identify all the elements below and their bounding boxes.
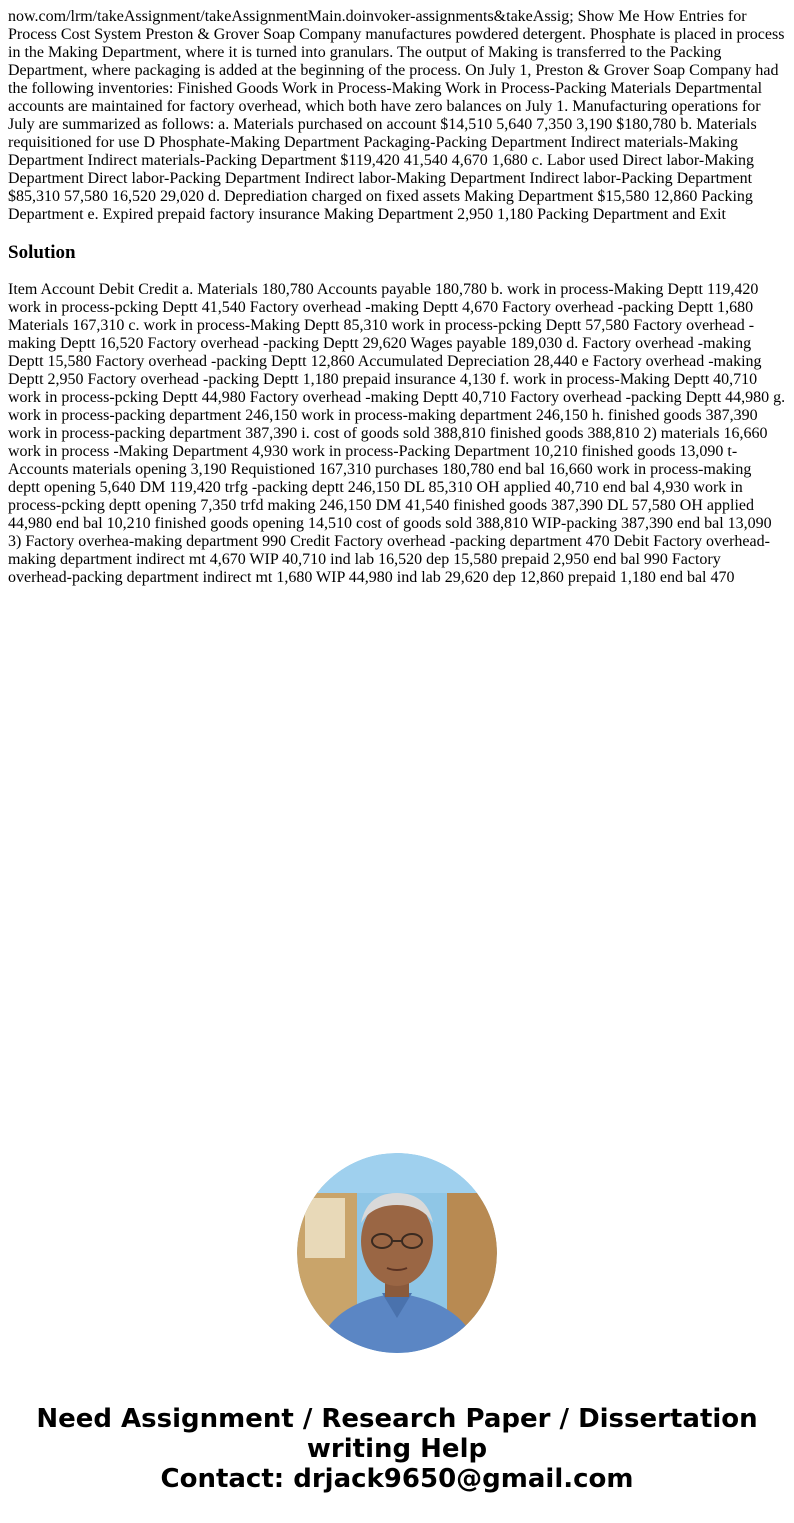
footer-banner xyxy=(0,1404,794,1494)
solution-text: Item Account Debit Credit a. Materials 180,780 Accounts payable 180,780 b. work in process-Making Deptt 119,420 work in process-pcking Deptt 41,540 Factory overhead -making Deptt 4,670 Factory overhead -packing Deptt 1,680 Materials 167,310 c. work in process-Making Deptt 85,310 work in process-pcking Deptt 57,580 Factory overhead -making Deptt 16,520 Factory overhead -packing Deptt 29,620 Wages payable 189,030 d. Factory overhead -making Deptt 15,580 Factory overhead -packing Deptt 12,860 Accumulated Depreciation 28,440 e Factory overhead -making Deptt 2,950 Factory overhead -packing Deptt 1,180 prepaid insurance 4,130 f. work in process-Making Deptt 40,710 work in process-pcking Deptt 44,980 Factory overhead -making Deptt 40,710 Factory overhead -packing Deptt 44,980 g. work in process-packing department 246,150 work in process-making department 246,150 h. finished goods 387,390 work in process-packing department 387,390 i. cost of goods sold 388,810 finished goods 388,810 2) materials 16,660 work in process -Making Department 4,930 work in process-Packing Department 10,210 finished goods 13,090 t-Accounts materials opening 3,190 Requistioned 167,310 purchases 180,780 end bal 16,660 work in process-making deptt opening 5,640 DM 119,420 trfg -packing deptt 246,150 DL 85,310 OH applied 40,710 end bal 4,930 work in process-pcking deptt opening 7,350 trfd making 246,150 DM 41,540 finished goods 387,390 DL 57,580 OH applied 44,980 end bal 10,210 finished goods opening 14,510 cost of goods sold 388,810 WIP-packing 387,390 end bal 13,090 3) Factory overhea-making department 990 Credit Factory overhead -packing department 470 Debit Factory overhead-making department indirect mt 4,670 WIP 40,710 ind lab 16,520 dep 15,580 prepaid 2,950 end bal 990 Factory overhead-packing department indirect mt 1,680 WIP 44,980 ind lab 29,620 dep 12,860 prepaid 1,180 end bal 470 xyxy=(8,281,786,586)
avatar-photo xyxy=(297,1153,497,1353)
footer-contact: Contact: drjack9650@gmail.com xyxy=(160,1464,634,1494)
footer-help-text: Need Assignment / Research Paper / Dissertation writing Help xyxy=(36,1404,758,1464)
question-text: now.com/lrm/takeAssignment/takeAssignmentMain.doinvoker-assignments&takeAssig; Show Me How Entries for Process Cost System Preston & Grover Soap Company manufactures powdered detergent. Phosphate is placed in process in the Making Department, where it is turned into granulars. The output of Making is transferred to the Packing Department, where packaging is added at the beginning of the process. On July 1, Preston & Grover Soap Company had the following inventories: Finished Goods Work in Process-Making Work in Process-Packing Materials Departmental accounts are maintained for factory overhead, which both have zero balances on July 1. Manufacturing operations for July are summarized as follows: a. Materials purchased on account $14,510 5,640 7,350 3,190 $180,780 b. Materials requisitioned for use D Phosphate-Making Department Packaging-Packing Department Indirect materials-Making Department Indirect materials-Packing Department $119,420 41,540 4,670 1,680 c. Labor used Direct labor-Making Department Direct labor-Packing Department Indirect labor-Making Department Indirect labor-Packing Department $85,310 57,580 16,520 29,020 d. Deprediation charged on fixed assets Making Department $15,580 12,860 Packing Department e. Expired prepaid factory insurance Making Department 2,950 1,180 Packing Department and Exit xyxy=(8,8,785,223)
author-avatar xyxy=(297,1153,497,1353)
solution-heading: Solution xyxy=(8,242,76,263)
page-content xyxy=(0,0,794,587)
